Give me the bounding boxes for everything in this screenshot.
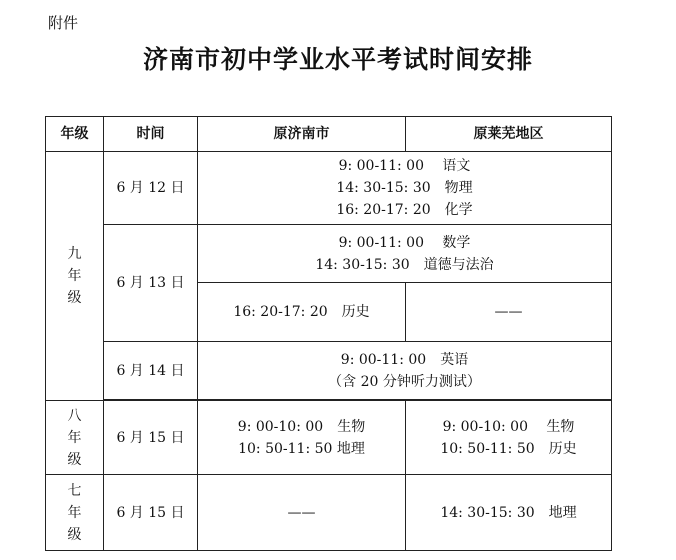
table-header-row xyxy=(46,117,612,152)
exam-sessions-cell: 9: 00-11: 00 英语 （含 20 分钟听力测试） xyxy=(198,342,612,400)
table-row xyxy=(46,475,612,551)
date-cell: 6 月 12 日 xyxy=(104,152,198,225)
grade-9-cell: 九 年 级 xyxy=(46,152,104,401)
page-title: 济南市初中学业水平考试时间安排 xyxy=(142,45,533,74)
table-row xyxy=(46,225,612,283)
grade-7-cell: 七 年 级 xyxy=(46,475,104,551)
table-row xyxy=(46,152,612,225)
jinan-session-cell: —— xyxy=(198,475,406,551)
date-cell: 6 月 13 日 xyxy=(104,225,198,342)
attachment-label: 附件 xyxy=(48,14,79,32)
laiwu-session-cell: —— xyxy=(406,283,612,342)
column-header-grade: 年级 xyxy=(46,117,104,152)
column-header-jinan: 原济南市 xyxy=(198,117,406,152)
laiwu-session-cell: 9: 00-10: 00 生物 10: 50-11: 50 历史 xyxy=(406,401,612,475)
jinan-session-cell: 9: 00-10: 00 生物 10: 50-11: 50 地理 xyxy=(198,401,406,475)
table-row xyxy=(46,342,612,400)
date-cell: 6 月 14 日 xyxy=(104,342,198,400)
grade-8-cell: 八 年 级 xyxy=(46,401,104,475)
jinan-session-cell: 16: 20-17: 20 历史 xyxy=(198,283,406,342)
laiwu-session-cell: 14: 30-15: 30 地理 xyxy=(406,475,612,551)
column-header-laiwu: 原莱芜地区 xyxy=(406,117,612,152)
column-header-date: 时间 xyxy=(104,117,198,152)
exam-sessions-cell: 9: 00-11: 00 数学 14: 30-15: 30 道德与法治 xyxy=(198,225,612,283)
date-cell: 6 月 15 日 xyxy=(104,401,198,475)
exam-sessions-cell: 9: 00-11: 00 语文 14: 30-15: 30 物理 16: 20-17: 20 化学 xyxy=(198,152,612,225)
date-cell: 6 月 15 日 xyxy=(104,475,198,551)
exam-schedule-table xyxy=(45,116,612,551)
table-row xyxy=(46,401,612,475)
